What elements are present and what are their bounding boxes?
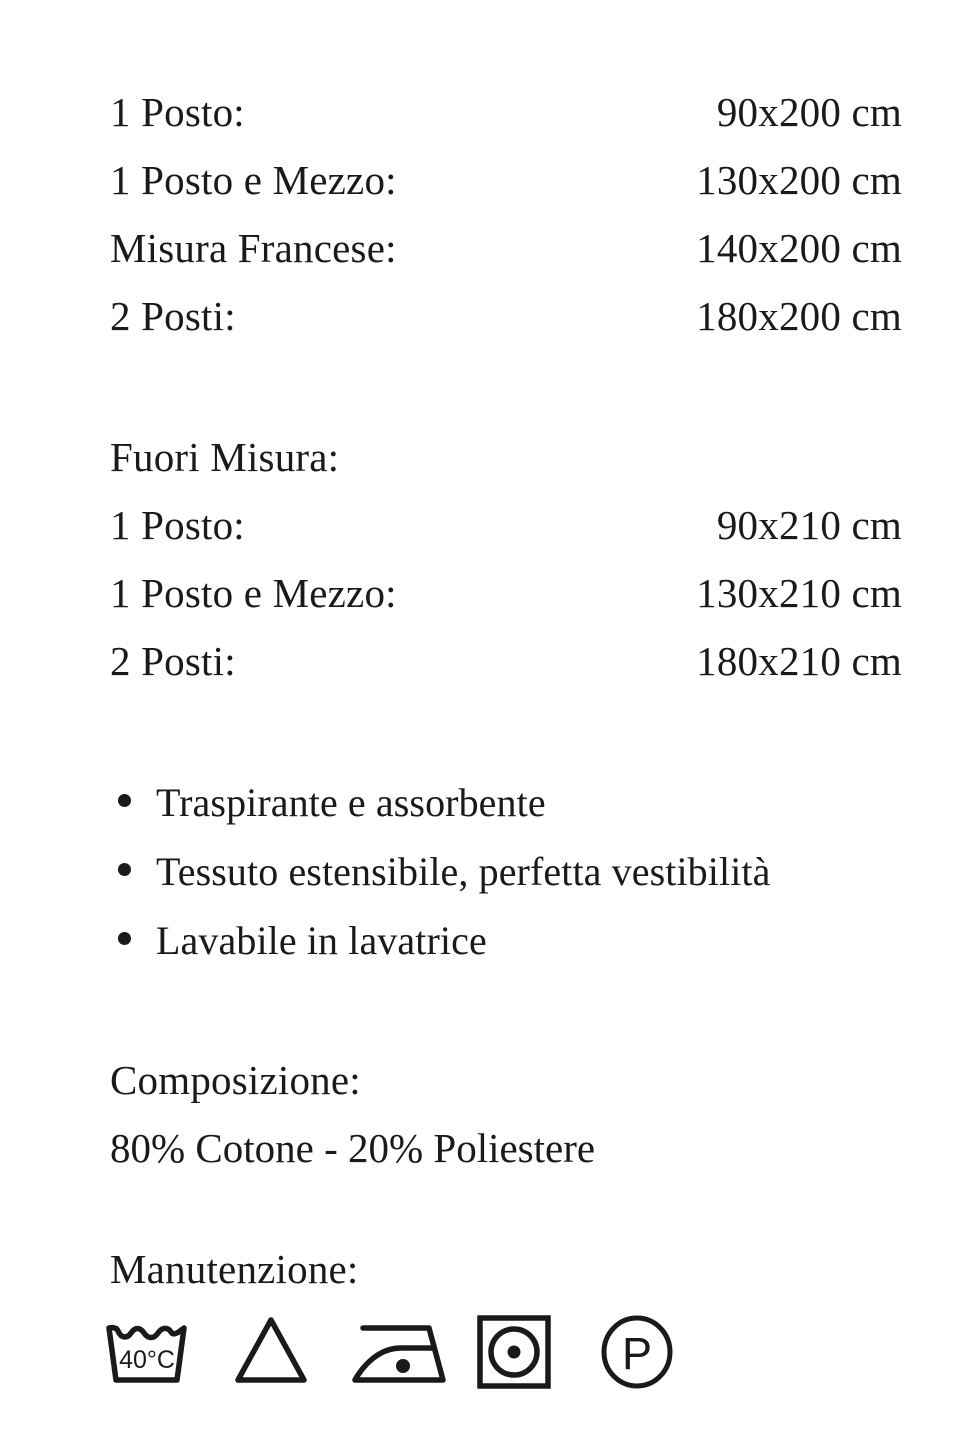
composition-section [110, 1046, 910, 1182]
bullet-icon [118, 932, 131, 945]
size-value: 140x200 cm [696, 225, 902, 271]
care-heading: Manutenzione: [110, 1246, 359, 1292]
size-value: 90x210 cm [716, 502, 902, 548]
oversize-heading: Fuori Misura: [110, 434, 340, 480]
care-symbols-row [105, 1312, 683, 1388]
table-row [110, 78, 902, 146]
list-item [110, 906, 960, 975]
bullet-icon [118, 863, 131, 876]
feature-label: Tessuto estensibile, perfetta vestibilità [156, 849, 771, 894]
table-row [110, 491, 902, 559]
composition-value: 80% Cotone - 20% Poliestere [110, 1125, 596, 1171]
size-label: 1 Posto e Mezzo: [110, 570, 397, 616]
table-row [110, 146, 902, 214]
list-item [110, 837, 960, 906]
bullet-icon [118, 794, 131, 807]
wash-tub-icon [105, 1312, 191, 1388]
list-item [110, 768, 960, 837]
feature-label: Lavabile in lavatrice [156, 918, 487, 963]
feature-label: Traspirante e assorbente [156, 780, 546, 825]
composition-heading: Composizione: [110, 1057, 361, 1103]
size-value: 130x200 cm [696, 157, 902, 203]
size-value: 180x200 cm [696, 293, 902, 339]
dry-clean-p-icon [597, 1312, 683, 1388]
size-value: 90x200 cm [716, 89, 902, 135]
size-label: 1 Posto: [110, 502, 245, 548]
table-row [110, 559, 902, 627]
size-label: Misura Francese: [110, 225, 397, 271]
iron-dot [396, 1359, 410, 1373]
iron-one-dot-icon [351, 1312, 437, 1388]
size-label: 1 Posto e Mezzo: [110, 157, 397, 203]
size-label: 1 Posto: [110, 89, 245, 135]
oversize-sizes-table [110, 423, 902, 695]
table-row [110, 627, 902, 695]
size-value: 180x210 cm [696, 638, 902, 684]
bleach-triangle-icon [228, 1312, 314, 1388]
wash-temperature-label: 40°C [119, 1346, 175, 1374]
size-label: 2 Posti: [110, 638, 236, 684]
size-label: 2 Posti: [110, 293, 236, 339]
care-section [110, 1238, 910, 1300]
standard-sizes-table [110, 78, 902, 350]
feature-list [110, 768, 960, 975]
size-value: 130x210 cm [696, 570, 902, 616]
table-row [110, 214, 902, 282]
table-row [110, 282, 902, 350]
tumble-dry-one-dot-icon [474, 1312, 560, 1388]
tumble-dry-dot [508, 1346, 521, 1359]
dry-clean-letter: P [621, 1328, 653, 1379]
